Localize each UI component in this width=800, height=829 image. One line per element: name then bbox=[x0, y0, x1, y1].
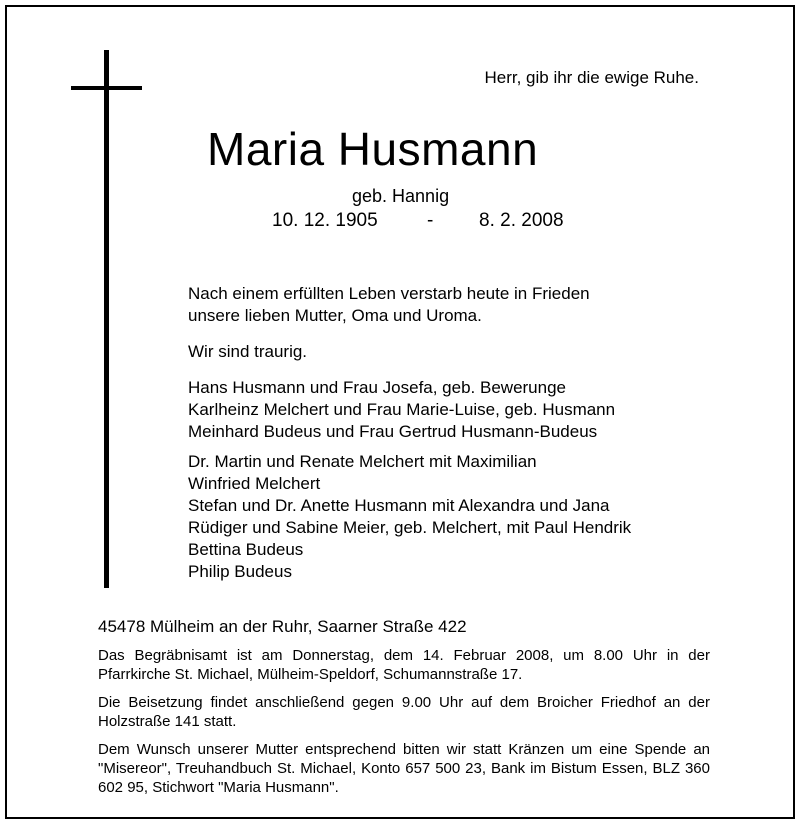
donation-info: Dem Wunsch unserer Mutter entsprechend bitten wir statt Kränzen um eine Spende an "Misereor", Treuhandbuch St. Michael, Konto 657 500 23, Bank im Bistum Essen, BLZ 360 602 95, Stichwort "Maria Husmann". bbox=[98, 741, 710, 796]
birth-date: 10. 12. 1905 bbox=[272, 210, 378, 231]
date-separator: - bbox=[427, 210, 434, 231]
burial-info: Die Beisetzung findet anschließend gegen 9.00 Uhr auf dem Broicher Friedhof an der Holzstraße 141 statt. bbox=[98, 694, 710, 730]
details-block bbox=[98, 617, 710, 797]
death-date: 8. 2. 2008 bbox=[479, 210, 564, 231]
intro-line: Nach einem erfüllten Leben verstarb heute in Frieden bbox=[188, 284, 590, 303]
address: 45478 Mülheim an der Ruhr, Saarner Straße 422 bbox=[98, 617, 467, 636]
life-dates bbox=[272, 210, 564, 232]
cross-icon bbox=[104, 50, 109, 588]
obituary-notice bbox=[5, 5, 795, 819]
family-line: Winfried Melchert bbox=[188, 474, 321, 493]
cross-icon-bar bbox=[71, 86, 142, 90]
family-line: Hans Husmann und Frau Josefa, geb. Bewerunge bbox=[188, 378, 567, 397]
family-line: Stefan und Dr. Anette Husmann mit Alexandra und Jana bbox=[188, 496, 610, 515]
mourning-text bbox=[188, 283, 631, 583]
family-line: Karlheinz Melchert und Frau Marie-Luise, geb. Husmann bbox=[188, 400, 616, 419]
sad-line: Wir sind traurig. bbox=[188, 342, 308, 361]
family-line: Meinhard Budeus und Frau Gertrud Husmann-Budeus bbox=[188, 422, 598, 441]
family-line: Rüdiger und Sabine Meier, geb. Melchert, mit Paul Hendrik bbox=[188, 518, 632, 537]
birth-name: geb. Hannig bbox=[352, 186, 450, 206]
funeral-info: Das Begräbnisamt ist am Donnerstag, dem 14. Februar 2008, um 8.00 Uhr in der Pfarrkirche St. Michael, Mülheim-Speldorf, Schumannstraße 17. bbox=[98, 647, 710, 683]
family-line: Philip Budeus bbox=[188, 562, 292, 581]
family-line: Dr. Martin und Renate Melchert mit Maximilian bbox=[188, 452, 537, 471]
family-line: Bettina Budeus bbox=[188, 540, 304, 559]
intro-line: unsere lieben Mutter, Oma und Uroma. bbox=[188, 306, 482, 325]
deceased-name: Maria Husmann bbox=[207, 123, 539, 175]
prayer-quote: Herr, gib ihr die ewige Ruhe. bbox=[484, 68, 699, 87]
